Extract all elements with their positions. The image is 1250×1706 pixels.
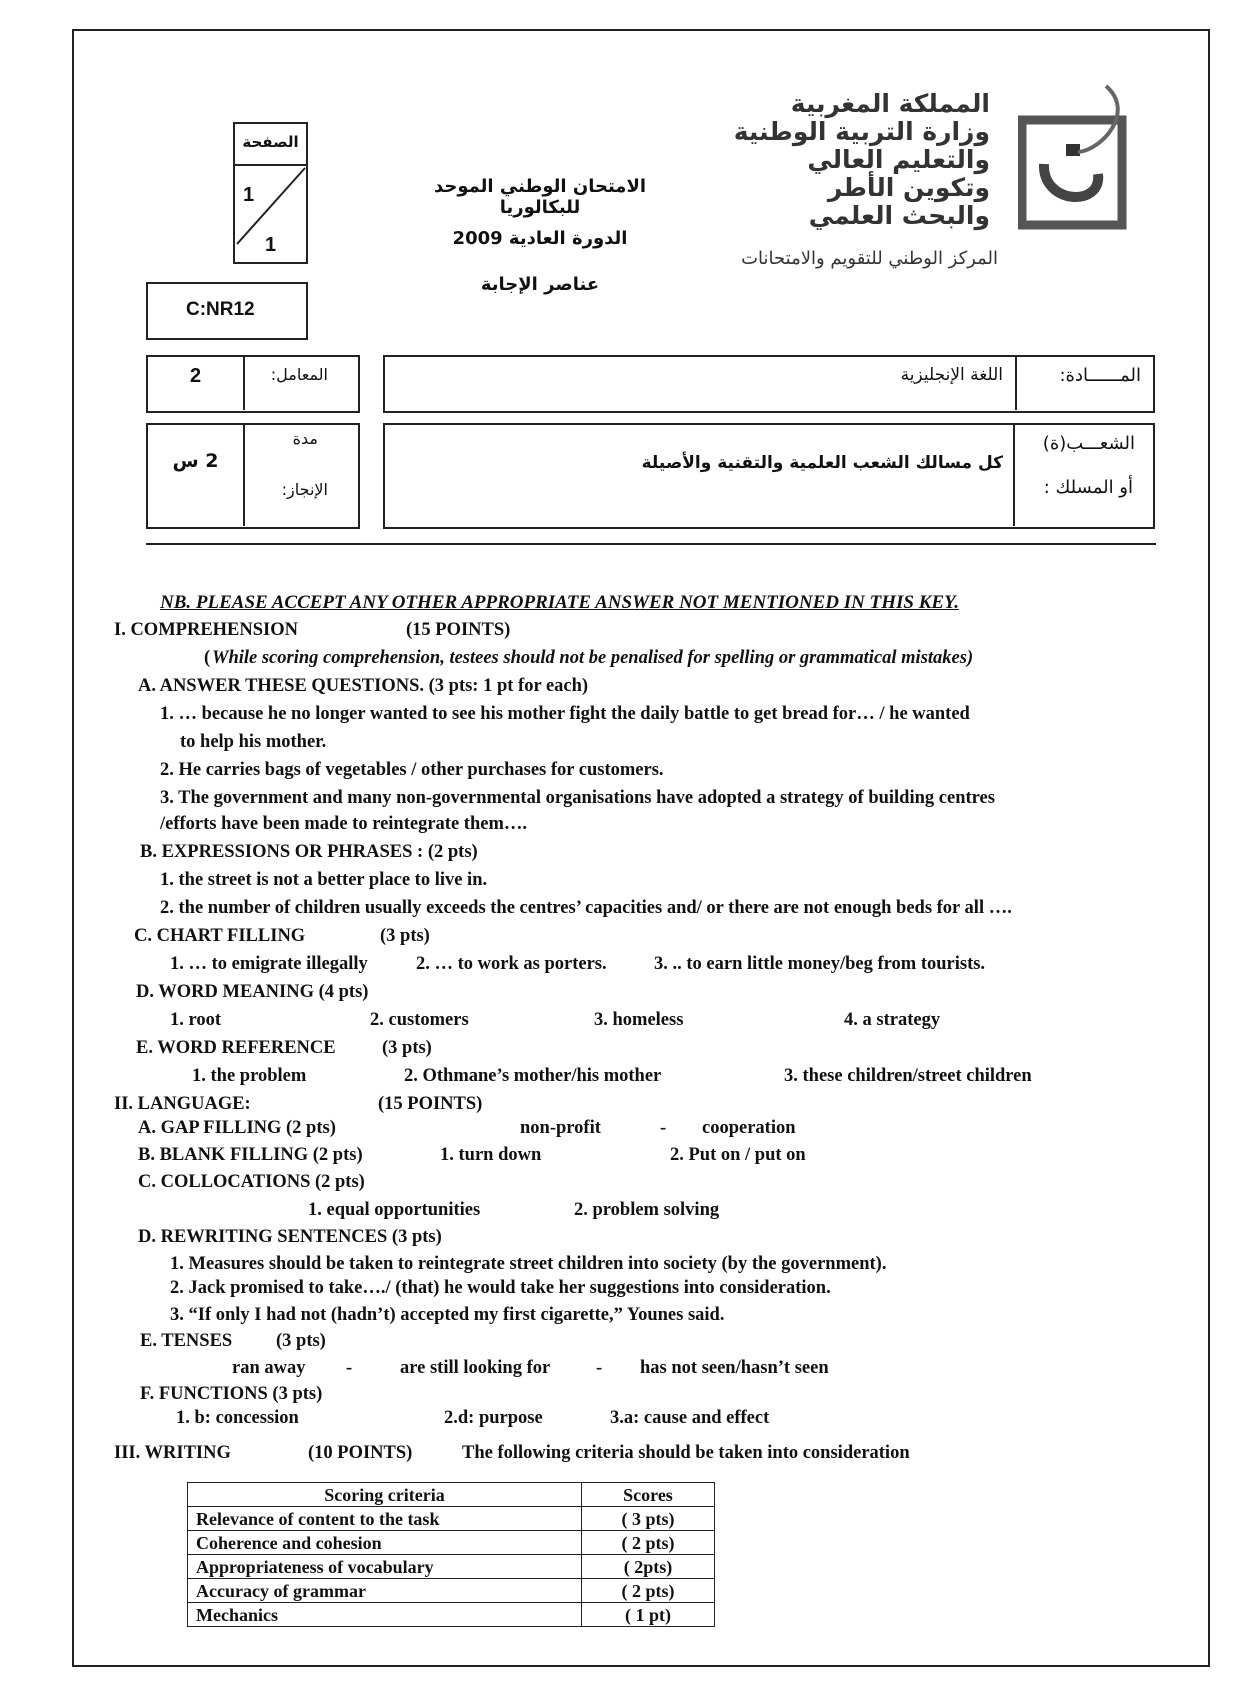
score-cell: ( 2 pts) bbox=[582, 1579, 715, 1603]
language-e-dash: - bbox=[346, 1358, 353, 1378]
language-c-title: C. COLLOCATIONS (2 pts) bbox=[138, 1172, 365, 1192]
language-b-title: B. BLANK FILLING (2 pts) bbox=[138, 1145, 363, 1165]
answer-d1: 1. root bbox=[170, 1010, 222, 1030]
question-e-title: E. WORD REFERENCE bbox=[136, 1038, 336, 1058]
language-a-answer2: cooperation bbox=[702, 1118, 796, 1138]
scoring-note: While scoring comprehension, testees should not be penalised for spelling or grammatical mistakes) bbox=[212, 648, 974, 668]
kingdom-line: المملكة المغربية bbox=[790, 89, 990, 118]
scoring-note-paren: ( bbox=[204, 648, 211, 668]
answer-e1: 1. the problem bbox=[192, 1066, 307, 1086]
answer-a1-cont: to help his mother. bbox=[180, 732, 327, 752]
ministry-name bbox=[660, 90, 990, 230]
ministry-line: وتكوين الأطر bbox=[827, 173, 990, 202]
language-f-answer3: 3.a: cause and effect bbox=[610, 1408, 770, 1428]
language-e-answer2: are still looking for bbox=[400, 1358, 551, 1378]
page-label: الصفحة bbox=[235, 124, 306, 166]
table-row bbox=[188, 1579, 715, 1603]
table-header-row bbox=[188, 1483, 715, 1507]
evaluation-center: المركز الوطني للتقويم والامتحانات bbox=[741, 248, 998, 269]
question-e-points: (3 pts) bbox=[382, 1038, 432, 1058]
language-e-title: E. TENSES bbox=[140, 1331, 233, 1351]
header-separator bbox=[146, 543, 1156, 545]
branch-label: الشعـــب(ة) bbox=[1042, 433, 1135, 454]
coefficient-box bbox=[146, 355, 360, 413]
duration-value: 2 س bbox=[148, 425, 245, 526]
language-a-dash: - bbox=[660, 1118, 667, 1138]
exam-title: الامتحان الوطني الموحد للبكالوريا bbox=[433, 176, 647, 218]
duration-label: مدة bbox=[292, 429, 318, 448]
language-e-points: (3 pts) bbox=[276, 1331, 326, 1351]
language-d-answer3: 3. “If only I had not (hadn’t) accepted my first cigarette,” Younes said. bbox=[170, 1305, 725, 1325]
score-cell: ( 3 pts) bbox=[582, 1507, 715, 1531]
exam-code: C:NR12 bbox=[146, 282, 308, 340]
question-c-title: C. CHART FILLING bbox=[134, 926, 306, 946]
table-row bbox=[188, 1507, 715, 1531]
language-d-title: D. REWRITING SENTENCES (3 pts) bbox=[138, 1227, 442, 1247]
language-e-answer1: ran away bbox=[232, 1358, 306, 1378]
table-row bbox=[188, 1555, 715, 1579]
section-comprehension-points: (15 POINTS) bbox=[406, 620, 511, 640]
ministry-line: والتعليم العالي bbox=[807, 145, 990, 174]
page-number-box bbox=[233, 122, 308, 264]
criterion-cell: Mechanics bbox=[188, 1603, 582, 1627]
section-language-title: II. LANGUAGE: bbox=[114, 1094, 251, 1114]
answer-b2: 2. the number of children usually exceeds the centres’ capacities and/ or there are not enough beds for all …. bbox=[160, 898, 1012, 918]
subject-value: اللغة الإنجليزية bbox=[900, 365, 1003, 385]
answer-c1: 1. … to emigrate illegally bbox=[170, 954, 368, 974]
criterion-cell: Coherence and cohesion bbox=[188, 1531, 582, 1555]
answer-b1: 1. the street is not a better place to live in. bbox=[160, 870, 488, 890]
duration-box bbox=[146, 423, 360, 529]
language-e-answer3: has not seen/hasn’t seen bbox=[640, 1358, 829, 1378]
criterion-cell: Relevance of content to the task bbox=[188, 1507, 582, 1531]
section-language-points: (15 POINTS) bbox=[378, 1094, 483, 1114]
language-c-answer1: 1. equal opportunities bbox=[308, 1200, 481, 1220]
answer-d2: 2. customers bbox=[370, 1010, 469, 1030]
ministry-logo-icon bbox=[1018, 82, 1143, 240]
coefficient-label: المعامل: bbox=[270, 365, 328, 384]
answer-c2: 2. … to work as porters. bbox=[416, 954, 607, 974]
criterion-cell: Appropriateness of vocabulary bbox=[188, 1555, 582, 1579]
section-writing-points: (10 POINTS) bbox=[308, 1443, 413, 1463]
language-e-dash: - bbox=[596, 1358, 603, 1378]
scoring-criteria-table bbox=[187, 1482, 715, 1627]
answer-a3-cont: /efforts have been made to reintegrate them…. bbox=[160, 814, 527, 834]
page-total: 1 bbox=[265, 234, 277, 256]
subject-label: المــــــادة: bbox=[1015, 357, 1153, 410]
subject-box bbox=[383, 355, 1155, 413]
answer-e2: 2. Othmane’s mother/his mother bbox=[404, 1066, 662, 1086]
language-a-title: A. GAP FILLING (2 pts) bbox=[138, 1118, 336, 1138]
language-f-answer1: 1. b: concession bbox=[176, 1408, 299, 1428]
answer-a2: 2. He carries bags of vegetables / other purchases for customers. bbox=[160, 760, 664, 780]
score-cell: ( 1 pt) bbox=[582, 1603, 715, 1627]
table-row bbox=[188, 1603, 715, 1627]
section-writing-note: The following criteria should be taken into consideration bbox=[462, 1443, 910, 1463]
question-a-title: A. ANSWER THESE QUESTIONS. (3 pts: 1 pt for each) bbox=[138, 676, 589, 696]
criterion-cell: Accuracy of grammar bbox=[188, 1579, 582, 1603]
answer-d4: 4. a strategy bbox=[844, 1010, 941, 1030]
table-header-cell: Scoring criteria bbox=[188, 1483, 582, 1507]
branch-box bbox=[383, 423, 1155, 529]
ministry-line: وزارة التربية الوطنية bbox=[733, 117, 990, 146]
language-f-answer2: 2.d: purpose bbox=[444, 1408, 543, 1428]
score-cell: ( 2 pts) bbox=[582, 1531, 715, 1555]
language-f-title: F. FUNCTIONS (3 pts) bbox=[140, 1384, 323, 1404]
branch-value: كل مسالك الشعب العلمية والتقنية والأصيلة bbox=[641, 453, 1003, 473]
duration-label: الإنجاز: bbox=[281, 480, 328, 499]
question-c-points: (3 pts) bbox=[380, 926, 430, 946]
section-writing-title: III. WRITING bbox=[114, 1443, 231, 1463]
branch-label: أو المسلك : bbox=[1043, 477, 1133, 498]
language-b-answer2: 2. Put on / put on bbox=[670, 1145, 806, 1165]
answer-c3: 3. .. to earn little money/beg from tourists. bbox=[654, 954, 986, 974]
question-d-title: D. WORD MEANING (4 pts) bbox=[136, 982, 369, 1002]
question-b-title: B. EXPRESSIONS OR PHRASES : (2 pts) bbox=[140, 842, 478, 862]
answer-a1: 1. … because he no longer wanted to see his mother fight the daily battle to get bread for… / he wanted bbox=[160, 704, 970, 724]
ministry-line: والبحث العلمي bbox=[808, 201, 990, 230]
answer-e3: 3. these children/street children bbox=[784, 1066, 1032, 1086]
table-header-cell: Scores bbox=[582, 1483, 715, 1507]
page-number: 1 bbox=[243, 184, 255, 206]
answer-a3: 3. The government and many non-governmental organisations have adopted a strategy of building centres bbox=[160, 788, 995, 808]
language-c-answer2: 2. problem solving bbox=[574, 1200, 720, 1220]
note-text: NB. PLEASE ACCEPT ANY OTHER APPROPRIATE ANSWER NOT MENTIONED IN THIS KEY. bbox=[160, 592, 960, 613]
answer-key-label: عناصر الإجابة bbox=[480, 274, 600, 295]
coefficient-value: 2 bbox=[148, 357, 245, 410]
exam-session: الدورة العادية 2009 bbox=[452, 228, 628, 249]
language-d-answer2: 2. Jack promised to take…./ (that) he would take her suggestions into consideration. bbox=[170, 1278, 831, 1298]
answer-d3: 3. homeless bbox=[594, 1010, 684, 1030]
table-row bbox=[188, 1531, 715, 1555]
language-d-answer1: 1. Measures should be taken to reintegrate street children into society (by the government). bbox=[170, 1254, 887, 1274]
language-b-answer1: 1. turn down bbox=[440, 1145, 542, 1165]
section-comprehension-title: I. COMPREHENSION bbox=[114, 620, 298, 640]
score-cell: ( 2pts) bbox=[582, 1555, 715, 1579]
language-a-answer1: non-profit bbox=[520, 1118, 601, 1138]
